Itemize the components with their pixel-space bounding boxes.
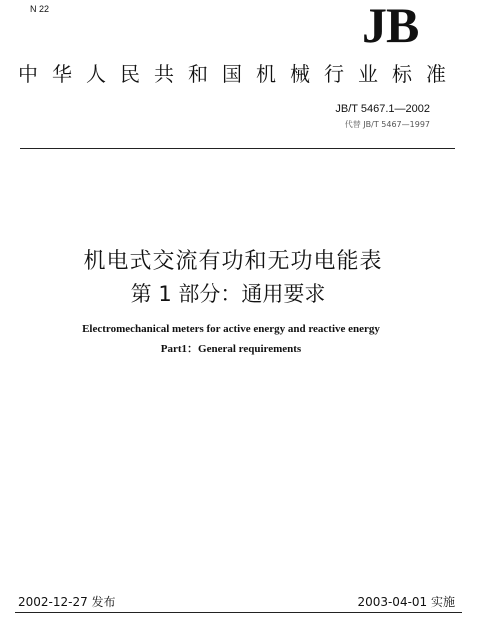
document-subtitle-en: Part1：General requirements [160, 343, 302, 355]
issuer-title: 中华人民共和国机械行业标准 [18, 62, 460, 86]
standard-number: JB/T 5467.1—2002 [335, 103, 430, 115]
footer-rule [15, 612, 462, 613]
document-title-zh: 机电式交流有功和无功电能表 [83, 249, 383, 274]
issue-date: 2002-12-27 发布 [18, 595, 116, 609]
document-subtitle-zh: 第 1 部分：通用要求 [130, 282, 326, 306]
replaces-standard: 代替 JB/T 5467—1997 [344, 120, 430, 129]
implementation-date: 2003-04-01 实施 [357, 595, 455, 609]
classification-code: N 22 [30, 4, 50, 14]
jb-logo: JB [362, 0, 419, 53]
document-title-en: Electromechanical meters for active energy and reactive energy [82, 323, 380, 335]
header-rule [20, 148, 455, 149]
